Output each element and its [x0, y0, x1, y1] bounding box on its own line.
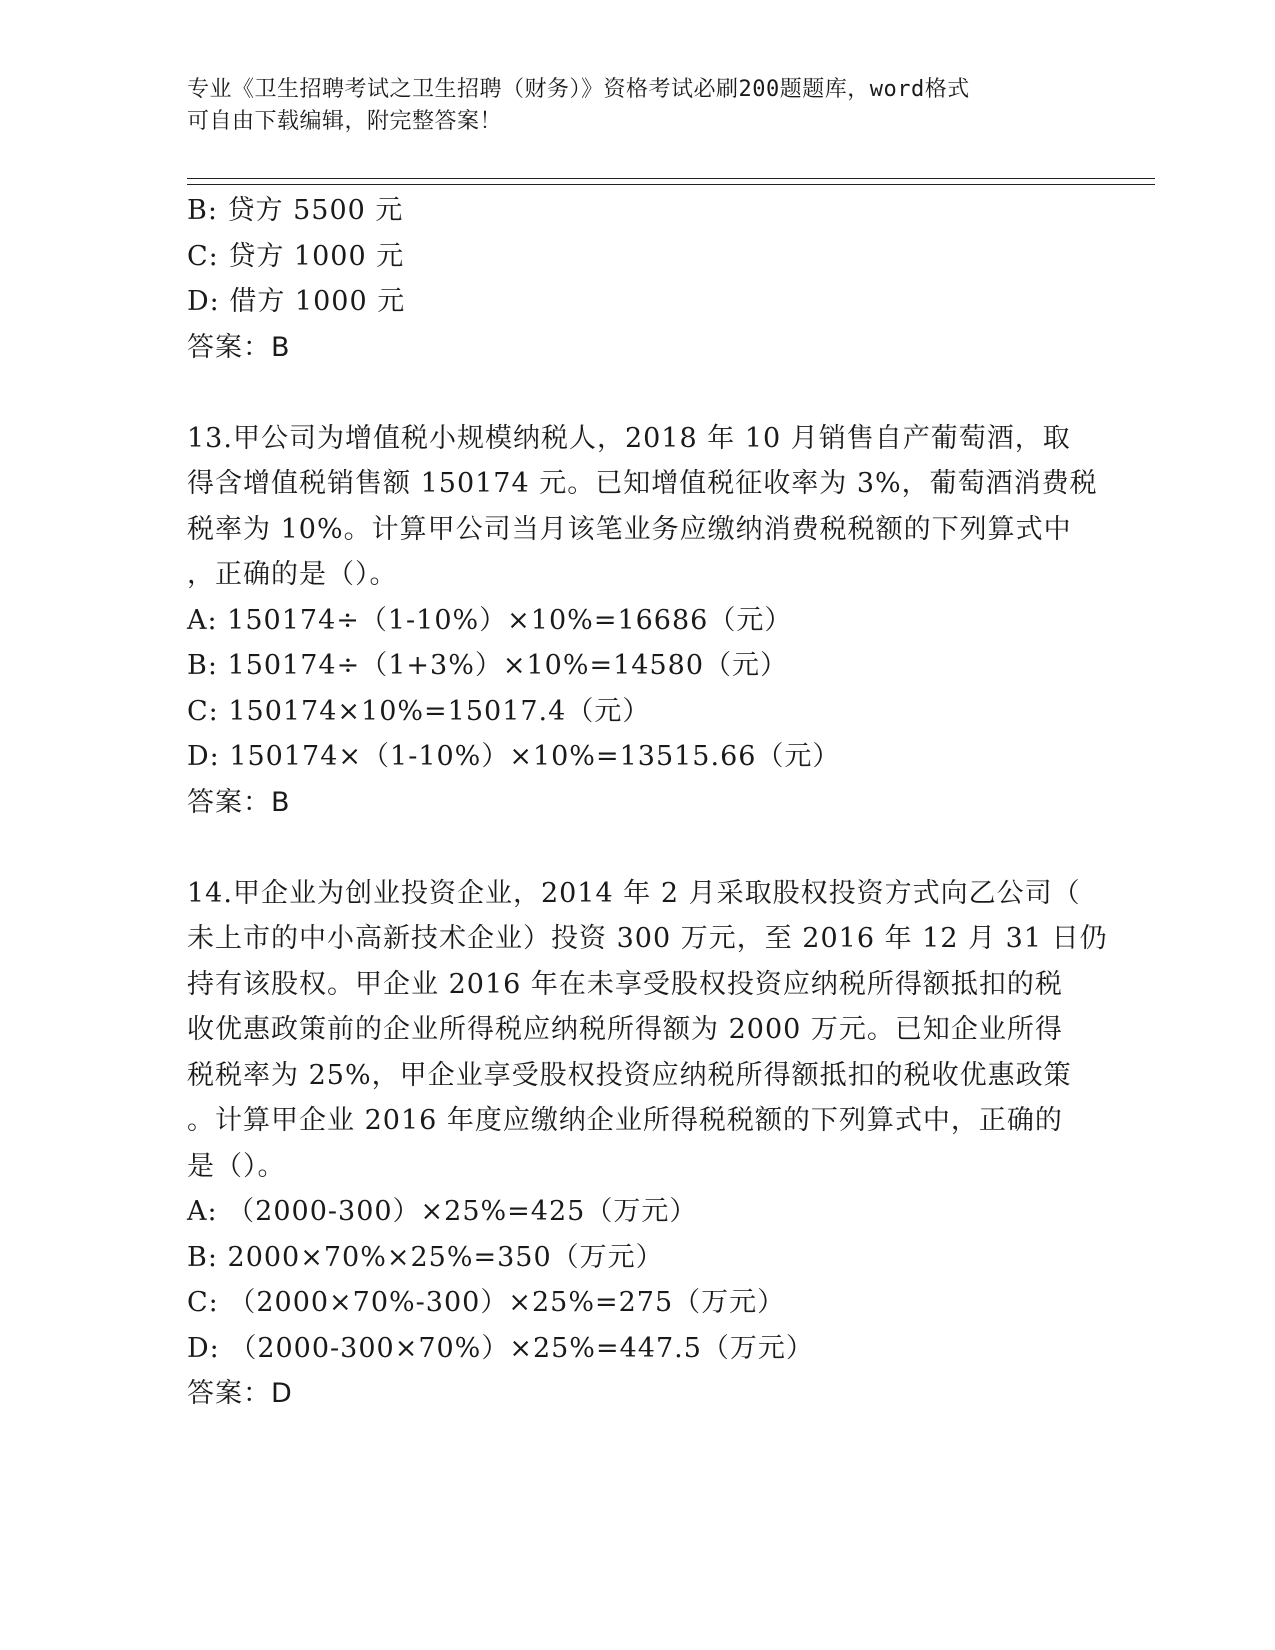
document-body [187, 188, 1108, 1417]
question-text-line: 收优惠政策前的企业所得税应纳税所得额为 2000 万元。已知企业所得 [187, 1014, 1063, 1045]
answer-line: 答案：D [187, 1378, 293, 1409]
option-b: B: 150174÷（1+3%）×10%=14580（元） [187, 650, 788, 681]
question-text-line: 是（）。 [187, 1150, 286, 1182]
option-d: D: 150174×（1-10%）×10%=13515.66（元） [187, 741, 841, 772]
question-text-line: 税税率为 25%，甲企业享受股权投资应纳税所得额抵扣的税收优惠政策 [187, 1059, 1072, 1091]
option-c: C: （2000×70%-300）×25%=275（万元） [187, 1287, 786, 1318]
spacer [187, 370, 1087, 416]
spacer [187, 825, 1087, 871]
document-header [187, 74, 1067, 138]
header-title-line-1: 专业《卫生招聘考试之卫生招聘（财务）》资格考试必刷200题题库，word格式 [187, 77, 970, 102]
option-c: C: 150174×10%=15017.4（元） [187, 695, 651, 727]
header-double-rule [187, 178, 1155, 185]
header-title-line-2: 可自由下载编辑，附完整答案！ [187, 109, 503, 134]
option-d: D: （2000-300×70%）×25%=447.5（万元） [187, 1332, 814, 1364]
option-a: A: 150174÷（1-10%）×10%=16686（元） [187, 604, 793, 636]
question-text-line: ，正确的是（）。 [187, 559, 398, 590]
option-b: B: 2000×70%×25%=350（万元） [187, 1241, 664, 1273]
answer-line: 答案：B [187, 331, 291, 363]
question-text-line: 未上市的中小高新技术企业）投资 300 万元，至 2016 年 12 月 31 日仍 [187, 923, 1108, 954]
option-b: B: 贷方 5500 元 [187, 195, 404, 226]
question-text-line: 税率为 10%。计算甲公司当月该笔业务应缴纳消费税税额的下列算式中 [187, 513, 1072, 545]
option-c: C: 贷方 1000 元 [187, 240, 405, 272]
answer-line: 答案：B [187, 786, 291, 818]
question-text-line: 13.甲公司为增值税小规模纳税人，2018 年 10 月销售自产葡萄酒，取 [187, 422, 1071, 454]
option-a: A: （2000-300）×25%=425（万元） [187, 1196, 698, 1227]
question-text-line: 持有该股权。甲企业 2016 年在未享受股权投资应纳税所得额抵扣的税 [187, 968, 1063, 1000]
question-text-line: 。计算甲企业 2016 年度应缴纳企业所得税税额的下列算式中，正确的 [187, 1105, 1063, 1136]
previous-question-tail [187, 188, 1087, 370]
question-text-line: 14.甲企业为创业投资企业，2014 年 2 月采取股权投资方式向乙公司（ [187, 877, 1081, 909]
question-text-line: 得含增值税销售额 150174 元。已知增值税征收率为 3%，葡萄酒消费税 [187, 468, 1098, 499]
question-14 [187, 871, 1108, 1417]
question-13 [187, 416, 1098, 826]
option-d: D: 借方 1000 元 [187, 286, 406, 317]
